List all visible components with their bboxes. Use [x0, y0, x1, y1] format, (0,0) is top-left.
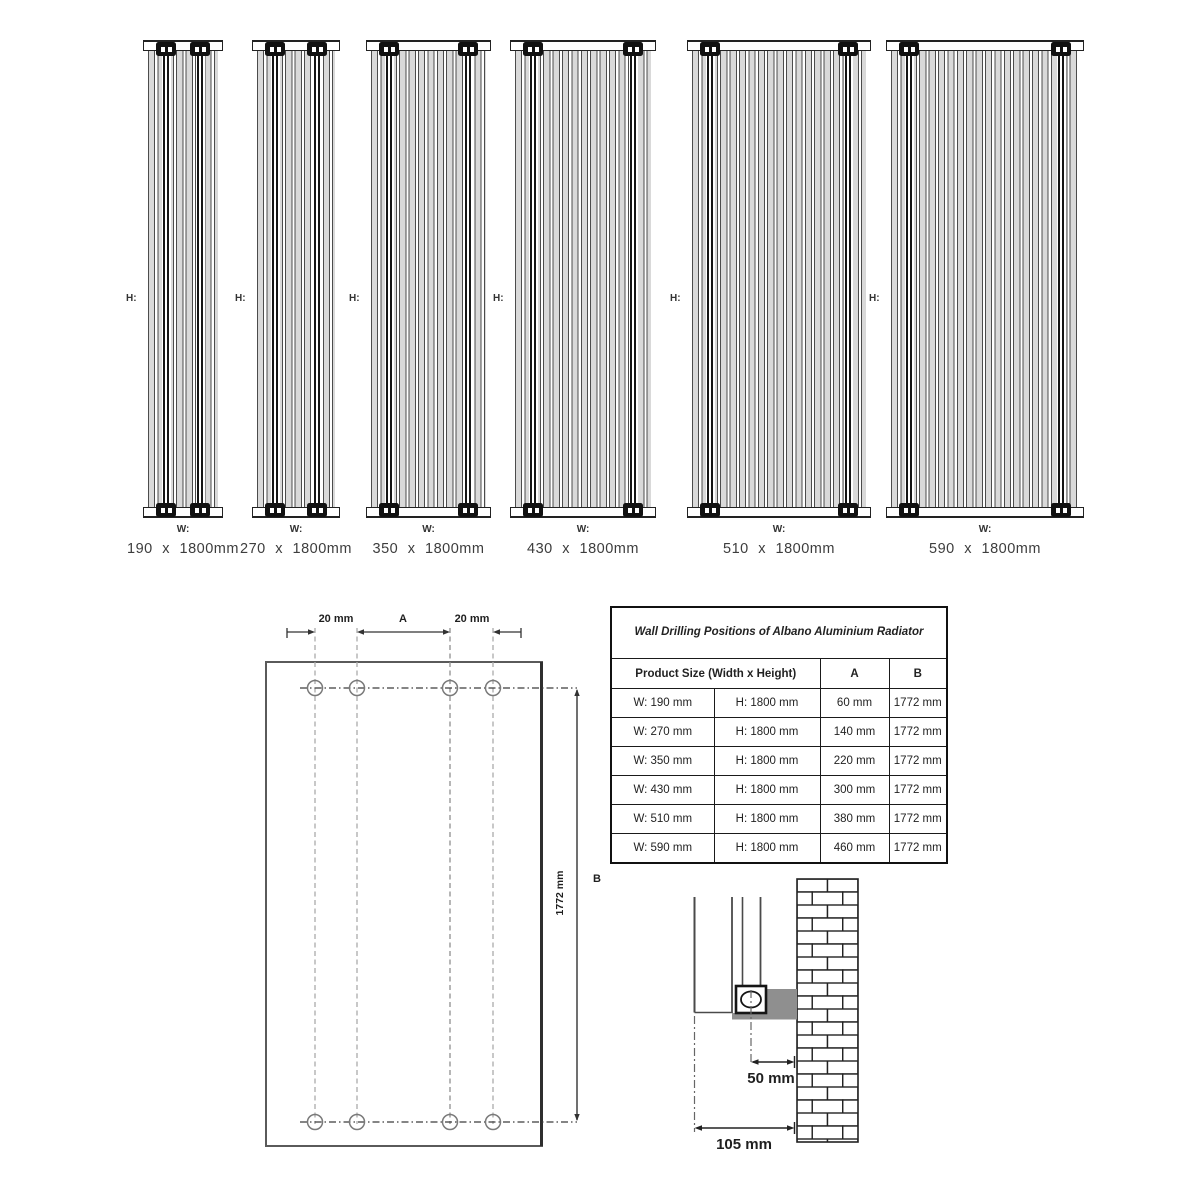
bracket-hole-icon — [535, 508, 539, 513]
height-label: H: — [235, 293, 246, 304]
bracket-hole-icon — [528, 508, 532, 513]
col-header-b: B — [889, 659, 947, 689]
mounting-rail-right — [629, 50, 638, 508]
dim-50mm: 50 mm — [747, 1070, 795, 1087]
bracket-hole-icon — [528, 47, 532, 52]
table-row — [611, 776, 947, 805]
bracket-hole-icon — [535, 47, 539, 52]
bracket-hole-icon — [904, 508, 908, 513]
bracket-hole-icon — [168, 47, 172, 52]
wall-bracket-icon — [623, 42, 643, 56]
bracket-hole-icon — [635, 47, 639, 52]
cell-a: 380 mm — [820, 805, 889, 834]
bracket-hole-icon — [202, 47, 206, 52]
mounting-rail-left — [706, 50, 715, 508]
bracket-hole-icon — [463, 47, 467, 52]
dim-a: A — [399, 613, 407, 625]
radiator-fins — [371, 50, 486, 508]
size-caption: 590 x 1800mm — [929, 541, 1041, 557]
mounting-rail-left — [529, 50, 538, 508]
radiator-fins — [515, 50, 651, 508]
bracket-hole-icon — [1063, 508, 1067, 513]
radiator-panel-outline — [266, 662, 542, 1146]
wall-bracket-icon — [1051, 42, 1071, 56]
cell-width: W: 430 mm — [611, 776, 714, 805]
height-label: H: — [349, 293, 360, 304]
wall-bracket-icon — [458, 42, 478, 56]
bracket-hole-icon — [628, 47, 632, 52]
bracket-hole-icon — [1063, 47, 1067, 52]
cell-a: 220 mm — [820, 747, 889, 776]
drilling-table — [610, 606, 948, 864]
bracket-hole-icon — [904, 47, 908, 52]
radiator-fins — [257, 50, 335, 508]
radiator-diagram — [869, 40, 1079, 557]
size-caption: 510 x 1800mm — [723, 541, 835, 557]
cell-height: H: 1800 mm — [714, 747, 820, 776]
width-label: W: — [772, 524, 786, 535]
wall-bracket-icon — [838, 42, 858, 56]
mounting-rail-left — [385, 50, 394, 508]
wall-bracket-icon — [838, 503, 858, 517]
bracket-hole-icon — [843, 47, 847, 52]
width-label: W: — [422, 524, 435, 535]
bracket-hole-icon — [161, 508, 165, 513]
wall-bracket-icon — [307, 42, 327, 56]
bracket-hole-icon — [319, 508, 323, 513]
top-dimension-lines — [287, 628, 521, 638]
cell-width: W: 190 mm — [611, 689, 714, 718]
cell-b: 1772 mm — [889, 805, 947, 834]
radiator-diagram — [235, 40, 352, 557]
bracket-hole-icon — [628, 508, 632, 513]
bracket-hole-icon — [712, 508, 716, 513]
bracket-hole-icon — [911, 508, 915, 513]
width-label: W: — [978, 524, 992, 535]
radiator-fins — [891, 50, 1079, 508]
cell-b: 1772 mm — [889, 776, 947, 805]
height-label: H: — [493, 293, 504, 304]
wall-bracket-icon — [623, 503, 643, 517]
cell-height: H: 1800 mm — [714, 718, 820, 747]
bracket-hole-icon — [391, 508, 395, 513]
cell-width: W: 510 mm — [611, 805, 714, 834]
cell-a: 140 mm — [820, 718, 889, 747]
wall-bracket-icon — [190, 503, 210, 517]
bracket-hole-icon — [911, 47, 915, 52]
wall-mount-side-view — [650, 860, 960, 1200]
bracket-hole-icon — [277, 47, 281, 52]
drilling-table-body — [611, 689, 947, 864]
radiator-fins — [148, 50, 218, 508]
dim-20mm-left: 20 mm — [318, 613, 354, 625]
wall-bracket-icon — [156, 42, 176, 56]
bracket-hole-icon — [705, 508, 709, 513]
wall-bracket-icon — [265, 42, 285, 56]
size-caption: 430 x 1800mm — [527, 541, 639, 557]
bracket-hole-icon — [843, 508, 847, 513]
bracket-hole-icon — [391, 47, 395, 52]
cell-height: H: 1800 mm — [714, 689, 820, 718]
cell-width: W: 350 mm — [611, 747, 714, 776]
mounting-rail-left — [271, 50, 280, 508]
radiator-top-cap — [143, 40, 223, 51]
wall-bracket-icon — [523, 503, 543, 517]
height-label: H: — [126, 293, 137, 304]
bracket-hole-icon — [168, 508, 172, 513]
bracket-hole-icon — [195, 47, 199, 52]
size-caption: 190 x 1800mm — [127, 541, 239, 557]
bracket-hole-icon — [850, 47, 854, 52]
size-caption: 270 x 1800mm — [240, 541, 352, 557]
table-row — [611, 689, 947, 718]
wall-bracket-icon — [307, 503, 327, 517]
bracket-hole-icon — [470, 47, 474, 52]
wall-bracket-icon — [899, 503, 919, 517]
cell-a: 60 mm — [820, 689, 889, 718]
wall-bracket-icon — [899, 42, 919, 56]
dim-b: B — [593, 873, 601, 885]
bracket-hole-icon — [635, 508, 639, 513]
drilling-position-diagram — [250, 600, 610, 1160]
radiator-diagram — [349, 40, 486, 557]
wall-bracket-icon — [379, 503, 399, 517]
table-row — [611, 718, 947, 747]
bracket-hole-icon — [1056, 508, 1060, 513]
width-label: W: — [176, 524, 190, 535]
cell-height: H: 1800 mm — [714, 776, 820, 805]
cell-a: 300 mm — [820, 776, 889, 805]
mounting-rail-right — [196, 50, 205, 508]
mounting-rail-left — [905, 50, 914, 508]
table-row — [611, 747, 947, 776]
mounting-rail-right — [313, 50, 322, 508]
cell-width: W: 270 mm — [611, 718, 714, 747]
bracket-hole-icon — [712, 47, 716, 52]
cell-b: 1772 mm — [889, 689, 947, 718]
radiator-diagram — [126, 40, 239, 557]
wall-bracket-icon — [458, 503, 478, 517]
cell-b: 1772 mm — [889, 747, 947, 776]
wall-bracket-icon — [156, 503, 176, 517]
bracket-hole-icon — [705, 47, 709, 52]
bracket-hole-icon — [470, 508, 474, 513]
cell-b: 1772 mm — [889, 834, 947, 864]
table-title: Wall Drilling Positions of Albano Aluminium Radiator — [611, 607, 947, 659]
wall-bracket-icon — [190, 42, 210, 56]
mounting-rail-right — [464, 50, 473, 508]
col-header-product-size: Product Size (Width x Height) — [611, 659, 820, 689]
col-header-a: A — [820, 659, 889, 689]
cell-a: 460 mm — [820, 834, 889, 864]
dim-105mm: 105 mm — [716, 1136, 772, 1153]
cell-width: W: 590 mm — [611, 834, 714, 864]
bracket-hole-icon — [202, 508, 206, 513]
size-caption: 350 x 1800mm — [372, 541, 485, 557]
bracket-hole-icon — [463, 508, 467, 513]
bracket-hole-icon — [270, 47, 274, 52]
radiator-bottom-cap — [143, 507, 223, 518]
brick-wall — [797, 879, 858, 1142]
wall-bracket-icon — [265, 503, 285, 517]
bracket-hole-icon — [850, 508, 854, 513]
wall-bracket-icon — [523, 42, 543, 56]
mounting-rail-left — [162, 50, 171, 508]
dim-105mm-lines — [697, 1122, 795, 1134]
dim-20mm-right: 20 mm — [454, 613, 490, 625]
cell-height: H: 1800 mm — [714, 805, 820, 834]
cell-b: 1772 mm — [889, 718, 947, 747]
width-label: W: — [576, 524, 590, 535]
bracket-hole-icon — [270, 508, 274, 513]
wall-bracket-icon — [700, 42, 720, 56]
radiator-diagram — [670, 40, 866, 557]
table-row — [611, 834, 947, 864]
mounting-rail-right — [844, 50, 853, 508]
bracket-hole-icon — [277, 508, 281, 513]
mounting-rail-right — [1057, 50, 1066, 508]
bracket-hole-icon — [161, 47, 165, 52]
bracket-hole-icon — [312, 47, 316, 52]
radiator-diagram — [493, 40, 651, 557]
wall-bracket-icon — [700, 503, 720, 517]
cell-height: H: 1800 mm — [714, 834, 820, 864]
height-label: H: — [670, 293, 681, 304]
dim-1772mm: 1772 mm — [554, 870, 566, 916]
width-label: W: — [289, 524, 303, 535]
bracket-hole-icon — [384, 47, 388, 52]
table-row — [611, 805, 947, 834]
radiator-fins — [692, 50, 866, 508]
wall-bracket-icon — [379, 42, 399, 56]
bracket-hole-icon — [1056, 47, 1060, 52]
height-label: H: — [869, 293, 880, 304]
bracket-hole-icon — [195, 508, 199, 513]
bracket-hole-icon — [384, 508, 388, 513]
bracket-hole-icon — [319, 47, 323, 52]
wall-bracket-icon — [1051, 503, 1071, 517]
bracket-hole-icon — [312, 508, 316, 513]
